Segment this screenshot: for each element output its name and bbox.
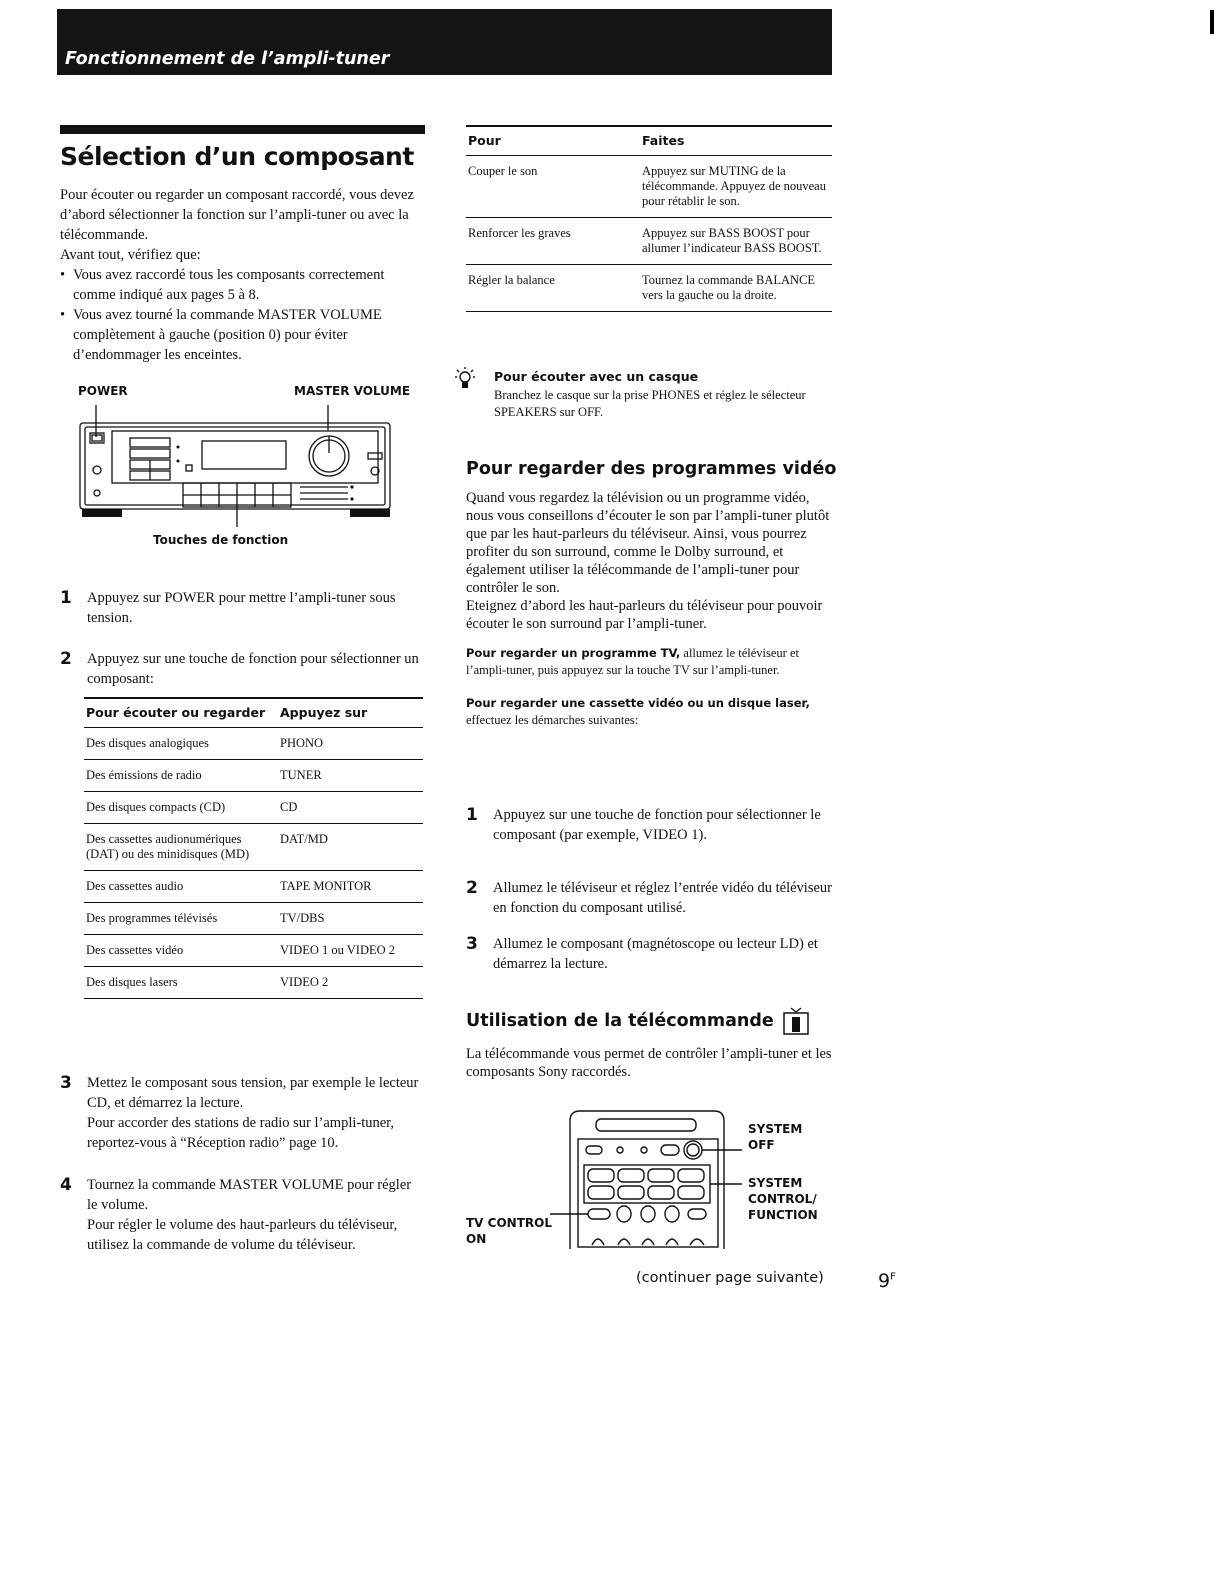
step-note: Pour régler le volume des haut-parleurs du téléviseur, utilisez la commande de volume du téléviseur. <box>87 1217 398 1253</box>
table-cell: PHONO <box>278 728 423 760</box>
right-column <box>466 125 837 1246</box>
table-row <box>466 218 832 265</box>
table-cell: CD <box>278 792 423 824</box>
master-volume-label: MASTER VOLUME <box>294 384 411 398</box>
video-section <box>466 459 837 729</box>
vcr-instructions <box>466 695 832 729</box>
video-step-2 <box>466 878 832 918</box>
intro-check-line: Avant tout, vérifiez que: <box>60 247 201 263</box>
table-cell: Des cassettes audio <box>84 871 278 903</box>
system-control-label-line: FUNCTION <box>748 1208 818 1222</box>
table-cell: DAT/MD <box>278 824 423 871</box>
step-text: Appuyez sur une touche de fonction pour sélectionner le composant (par exemple, VIDEO 1). <box>493 807 821 843</box>
video-section-title: Pour regarder des programmes vidéo <box>466 459 837 479</box>
power-label: POWER <box>78 384 128 398</box>
bullet-item: • Vous avez tourné la commande MASTER VOLUME complètement à gauche (position 0) pour éviter d’endommager les enceintes. <box>60 305 425 365</box>
table-header-cell: Appuyez sur <box>278 698 423 728</box>
step-number: 4 <box>60 1175 72 1195</box>
continue-note: (continuer page suivante) <box>636 1270 824 1286</box>
table-header-row <box>84 698 423 728</box>
step-1 <box>60 588 420 628</box>
step-2 <box>60 649 420 689</box>
table-row <box>466 156 832 218</box>
step-number: 3 <box>466 934 478 954</box>
intro-block <box>60 185 425 365</box>
table-cell: Régler la balance <box>466 265 640 312</box>
table-cell: Renforcer les graves <box>466 218 640 265</box>
table-row <box>84 728 423 760</box>
step-number: 3 <box>60 1073 72 1093</box>
remote-section <box>466 1007 832 1081</box>
step-note: Pour accorder des stations de radio sur l’ampli-tuner, reportez-vous à “Réception radio” page 10. <box>87 1115 395 1151</box>
page-number-value: 9 <box>878 1270 891 1292</box>
tv-instructions-text: allumez le téléviseur et l’ampli-tuner, puis appuyez sur la touche TV sur l’ampli-tuner. <box>466 646 799 677</box>
system-off-label <box>748 1121 802 1153</box>
remote-control-icon <box>783 1007 809 1035</box>
table-row <box>84 760 423 792</box>
step-text: Tournez la commande MASTER VOLUME pour régler le volume. <box>87 1177 412 1213</box>
bullet-item: • Vous avez raccordé tous les composants correctement comme indiqué aux pages 5 à 8. <box>60 265 425 305</box>
table-row <box>84 824 423 871</box>
function-keys-caption: Touches de fonction <box>153 533 289 547</box>
table-row <box>84 792 423 824</box>
table-cell: TUNER <box>278 760 423 792</box>
tip-title: Pour écouter avec un casque <box>494 369 699 384</box>
table-cell: Couper le son <box>466 156 640 218</box>
table-cell: VIDEO 1 ou VIDEO 2 <box>278 935 423 967</box>
step-number: 1 <box>466 805 478 825</box>
table-cell: Appuyez sur MUTING de la télécommande. Appuyez de nouveau pour rétablir le son. <box>640 156 832 218</box>
table-cell: TAPE MONITOR <box>278 871 423 903</box>
table-cell: VIDEO 2 <box>278 967 423 999</box>
step-number: 2 <box>466 878 478 898</box>
remote-paragraph: La télécommande vous permet de contrôler l’ampli-tuner et les composants Sony raccordés. <box>466 1046 832 1080</box>
table-header-row <box>466 126 832 156</box>
page-header-title: Fonctionnement de l’ampli-tuner <box>65 49 390 69</box>
intro-paragraph: Pour écouter ou regarder un composant raccordé, vous devez d’abord sélectionner la fonction sur l’ampli-tuner ou avec la télécommande. <box>60 187 414 243</box>
operations-table <box>466 125 832 312</box>
system-control-label-line: CONTROL/ <box>748 1192 817 1206</box>
video-paragraph-2: Eteignez d’abord les haut-parleurs du téléviseur pour pouvoir écouter le son surround par l’ampli-tuner. <box>466 598 823 632</box>
section-title: Sélection d’un composant <box>60 142 414 171</box>
video-step-1 <box>466 805 832 845</box>
table-header-cell: Faites <box>640 126 832 156</box>
table-row <box>466 265 832 312</box>
step-number: 2 <box>60 649 72 669</box>
table-cell: Des émissions de radio <box>84 760 278 792</box>
table-cell: Des cassettes audionumériques (DAT) ou des minidisques (MD) <box>84 824 278 871</box>
table-row <box>84 871 423 903</box>
lightbulb-tip-icon <box>454 366 476 390</box>
step-text: Allumez le composant (magnétoscope ou lecteur LD) et démarrez la lecture. <box>493 936 818 972</box>
tv-instructions <box>466 645 832 679</box>
table-cell: TV/DBS <box>278 903 423 935</box>
system-off-label-line: OFF <box>748 1138 775 1152</box>
step-text: Mettez le composant sous tension, par exemple le lecteur CD, et démarrez la lecture. <box>87 1075 419 1111</box>
table-row <box>84 903 423 935</box>
vcr-instructions-text: effectuez les démarches suivantes: <box>466 713 639 727</box>
step-number: 1 <box>60 588 72 608</box>
table-cell: Des disques lasers <box>84 967 278 999</box>
remote-section-title: Utilisation de la télécommande <box>466 1011 774 1031</box>
tv-control-label-line: ON <box>466 1232 487 1246</box>
page-header-band <box>57 9 832 75</box>
table-cell: Appuyez sur BASS BOOST pour allumer l’indicateur BASS BOOST. <box>640 218 832 265</box>
tv-control-label <box>466 1215 552 1247</box>
table-cell: Des programmes télévisés <box>84 903 278 935</box>
tv-instructions-lead: Pour regarder un programme TV, <box>466 646 681 660</box>
receiver-front-panel-illustration <box>78 403 408 531</box>
table-cell: Tournez la commande BALANCE vers la gauche ou la droite. <box>640 265 832 312</box>
function-table-wrap <box>84 697 423 999</box>
step-text: Allumez le téléviseur et réglez l’entrée vidéo du téléviseur en fonction du composant utilisé. <box>493 880 832 916</box>
left-column <box>60 125 425 1253</box>
system-control-label <box>748 1175 818 1223</box>
step-text: Appuyez sur POWER pour mettre l’ampli-tuner sous tension. <box>87 590 396 626</box>
tv-control-label-line: TV CONTROL <box>466 1216 552 1230</box>
table-header-cell: Pour écouter ou regarder <box>84 698 278 728</box>
table-cell: Des disques analogiques <box>84 728 278 760</box>
video-step-3 <box>466 934 832 974</box>
page-number-suffix: F <box>890 1271 896 1283</box>
function-table <box>84 697 423 999</box>
system-off-label-line: SYSTEM <box>748 1122 803 1136</box>
step-4 <box>60 1175 420 1255</box>
section-rule <box>60 125 425 134</box>
table-row <box>84 967 423 999</box>
step-text: Appuyez sur une touche de fonction pour sélectionner un composant: <box>87 651 419 687</box>
table-cell: Des disques compacts (CD) <box>84 792 278 824</box>
remote-control-illustration <box>540 1109 750 1249</box>
tip-block <box>494 369 834 421</box>
vcr-instructions-lead: Pour regarder une cassette vidéo ou un disque laser, <box>466 696 810 710</box>
tip-text: Branchez le casque sur la prise PHONES et réglez le sélecteur SPEAKERS sur OFF. <box>494 388 806 419</box>
table-header-cell: Pour <box>466 126 640 156</box>
system-control-label-line: SYSTEM <box>748 1176 803 1190</box>
step-3 <box>60 1073 420 1153</box>
table-cell: Des cassettes vidéo <box>84 935 278 967</box>
margin-mark <box>1210 10 1214 34</box>
table-row <box>84 935 423 967</box>
page-number <box>878 1270 896 1292</box>
video-paragraph: Quand vous regardez la télévision ou un programme vidéo, nous vous conseillons d’écouter le son par l’ampli-tuner plutôt que par les haut-parleurs du téléviseur. Ainsi, vous pourrez profiter du son surround, comme le Dolby surround, et également utiliser la télécommande de l’ampli-tuner pour contrôler le son. <box>466 490 830 596</box>
